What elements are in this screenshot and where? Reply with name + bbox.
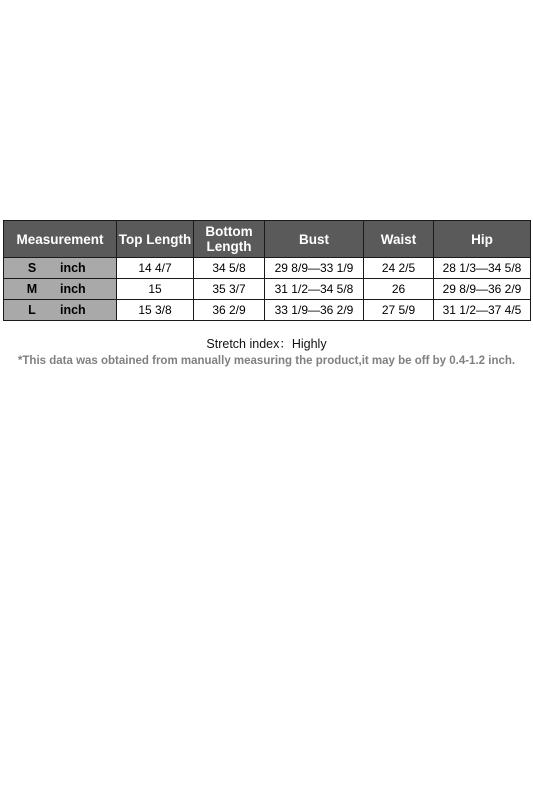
- bust-cell: 31 1/2—34 5/8: [265, 279, 364, 300]
- unit-label: inch: [60, 261, 86, 275]
- size-label: S: [27, 261, 37, 275]
- bottom-length-cell: 34 5/8: [194, 258, 265, 279]
- table-row: [4, 279, 531, 300]
- table-row: [4, 300, 531, 321]
- header-bottom-length: Bottom Length: [194, 221, 265, 258]
- waist-cell: 27 5/9: [364, 300, 434, 321]
- header-measurement: Measurement: [4, 221, 117, 258]
- header-hip: Hip: [434, 221, 531, 258]
- size-cell: [4, 279, 117, 300]
- bust-cell: 29 8/9—33 1/9: [265, 258, 364, 279]
- stretch-index-note: Stretch index：Highly: [206, 337, 327, 351]
- unit-label: inch: [60, 303, 86, 317]
- size-cell: [4, 258, 117, 279]
- hip-cell: 28 1/3—34 5/8: [434, 258, 531, 279]
- size-cell: [4, 300, 117, 321]
- bottom-length-cell: 36 2/9: [194, 300, 265, 321]
- top-length-cell: 15 3/8: [117, 300, 194, 321]
- table-row: [4, 258, 531, 279]
- top-length-cell: 15: [117, 279, 194, 300]
- waist-cell: 24 2/5: [364, 258, 434, 279]
- header-row: [4, 221, 531, 258]
- top-length-cell: 14 4/7: [117, 258, 194, 279]
- header-bust: Bust: [265, 221, 364, 258]
- header-top-length: Top Length: [117, 221, 194, 258]
- measurement-disclaimer: *This data was obtained from manually measuring the product,it may be off by 0.4-1.2 inch.: [17, 355, 516, 367]
- size-label: L: [28, 303, 36, 317]
- hip-cell: 31 1/2—37 4/5: [434, 300, 531, 321]
- size-label: M: [26, 282, 38, 296]
- size-chart-table: [3, 220, 531, 321]
- waist-cell: 26: [364, 279, 434, 300]
- bottom-length-cell: 35 3/7: [194, 279, 265, 300]
- bust-cell: 33 1/9—36 2/9: [265, 300, 364, 321]
- hip-cell: 29 8/9—36 2/9: [434, 279, 531, 300]
- header-waist: Waist: [364, 221, 434, 258]
- unit-label: inch: [60, 282, 86, 296]
